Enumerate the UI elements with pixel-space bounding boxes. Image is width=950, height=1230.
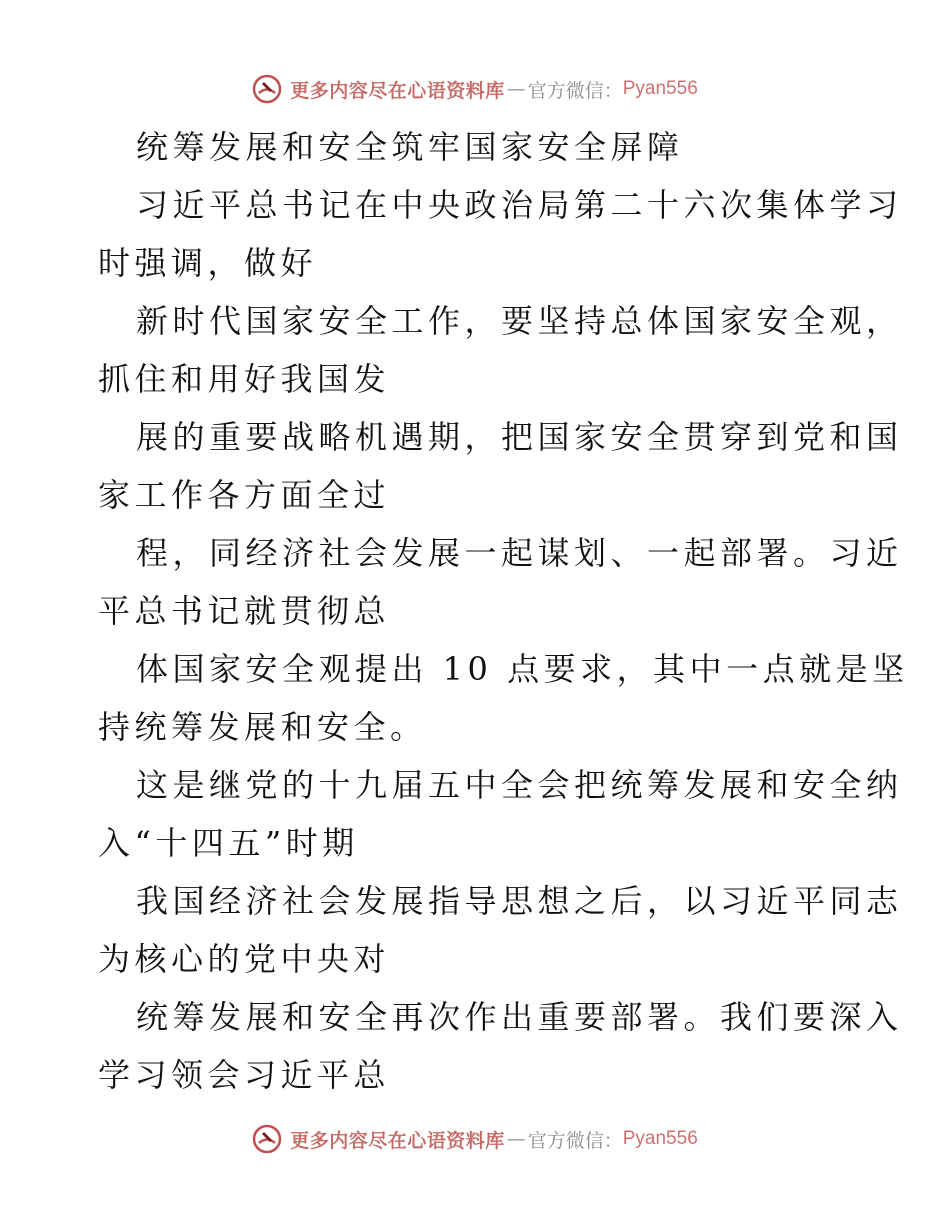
header-watermark bbox=[0, 72, 950, 106]
paragraph-line: 抓住和用好我国发 bbox=[98, 360, 391, 398]
paragraph-line: 学习领会习近平总 bbox=[98, 1056, 391, 1094]
paragraph-line: 习近平总书记在中央政治局第二十六次集体学习 bbox=[136, 186, 903, 224]
paragraph-line: 平总书记就贯彻总 bbox=[98, 592, 391, 630]
paragraph-line: 时强调，做好 bbox=[98, 244, 318, 282]
paragraph-line: 家工作各方面全过 bbox=[98, 476, 391, 514]
book-pen-logo-icon bbox=[252, 74, 282, 104]
paragraph-line: 这是继党的十九届五中全会把统筹发展和安全纳 bbox=[136, 766, 903, 804]
paragraph-line: 新时代国家安全工作，要坚持总体国家安全观， bbox=[136, 302, 903, 340]
watermark-official-label: 官方微信： bbox=[527, 79, 623, 102]
paragraph-line: 我国经济社会发展指导思想之后，以习近平同志 bbox=[136, 882, 903, 920]
watermark-separator: — bbox=[506, 1128, 526, 1150]
watermark-wechat-id: Pyan556 bbox=[622, 1128, 698, 1149]
document-title: 统筹发展和安全筑牢国家安全屏障 bbox=[136, 128, 684, 166]
paragraph-line: 入“十四五”时期 bbox=[98, 824, 359, 862]
book-pen-logo-icon bbox=[252, 1124, 282, 1154]
footer-watermark bbox=[0, 1122, 950, 1156]
paragraph-line: 体国家安全观提出 10 点要求，其中一点就是坚 bbox=[136, 650, 909, 688]
watermark-separator: — bbox=[506, 78, 526, 100]
paragraph-line: 统筹发展和安全再次作出重要部署。我们要深入 bbox=[136, 998, 903, 1036]
paragraph-line: 展的重要战略机遇期，把国家安全贯穿到党和国 bbox=[136, 418, 903, 456]
paragraph-line: 持统筹发展和安全。 bbox=[98, 708, 427, 746]
document-body bbox=[98, 118, 909, 1104]
paragraph-line: 程，同经济社会发展一起谋划、一起部署。习近 bbox=[136, 534, 903, 572]
paragraph-line: 为核心的党中央对 bbox=[98, 940, 391, 978]
watermark-text: 更多内容尽在心语资料库 bbox=[290, 1129, 505, 1152]
watermark-official-label: 官方微信： bbox=[527, 1129, 623, 1152]
watermark-wechat-id: Pyan556 bbox=[622, 78, 698, 99]
watermark-text: 更多内容尽在心语资料库 bbox=[290, 79, 505, 102]
